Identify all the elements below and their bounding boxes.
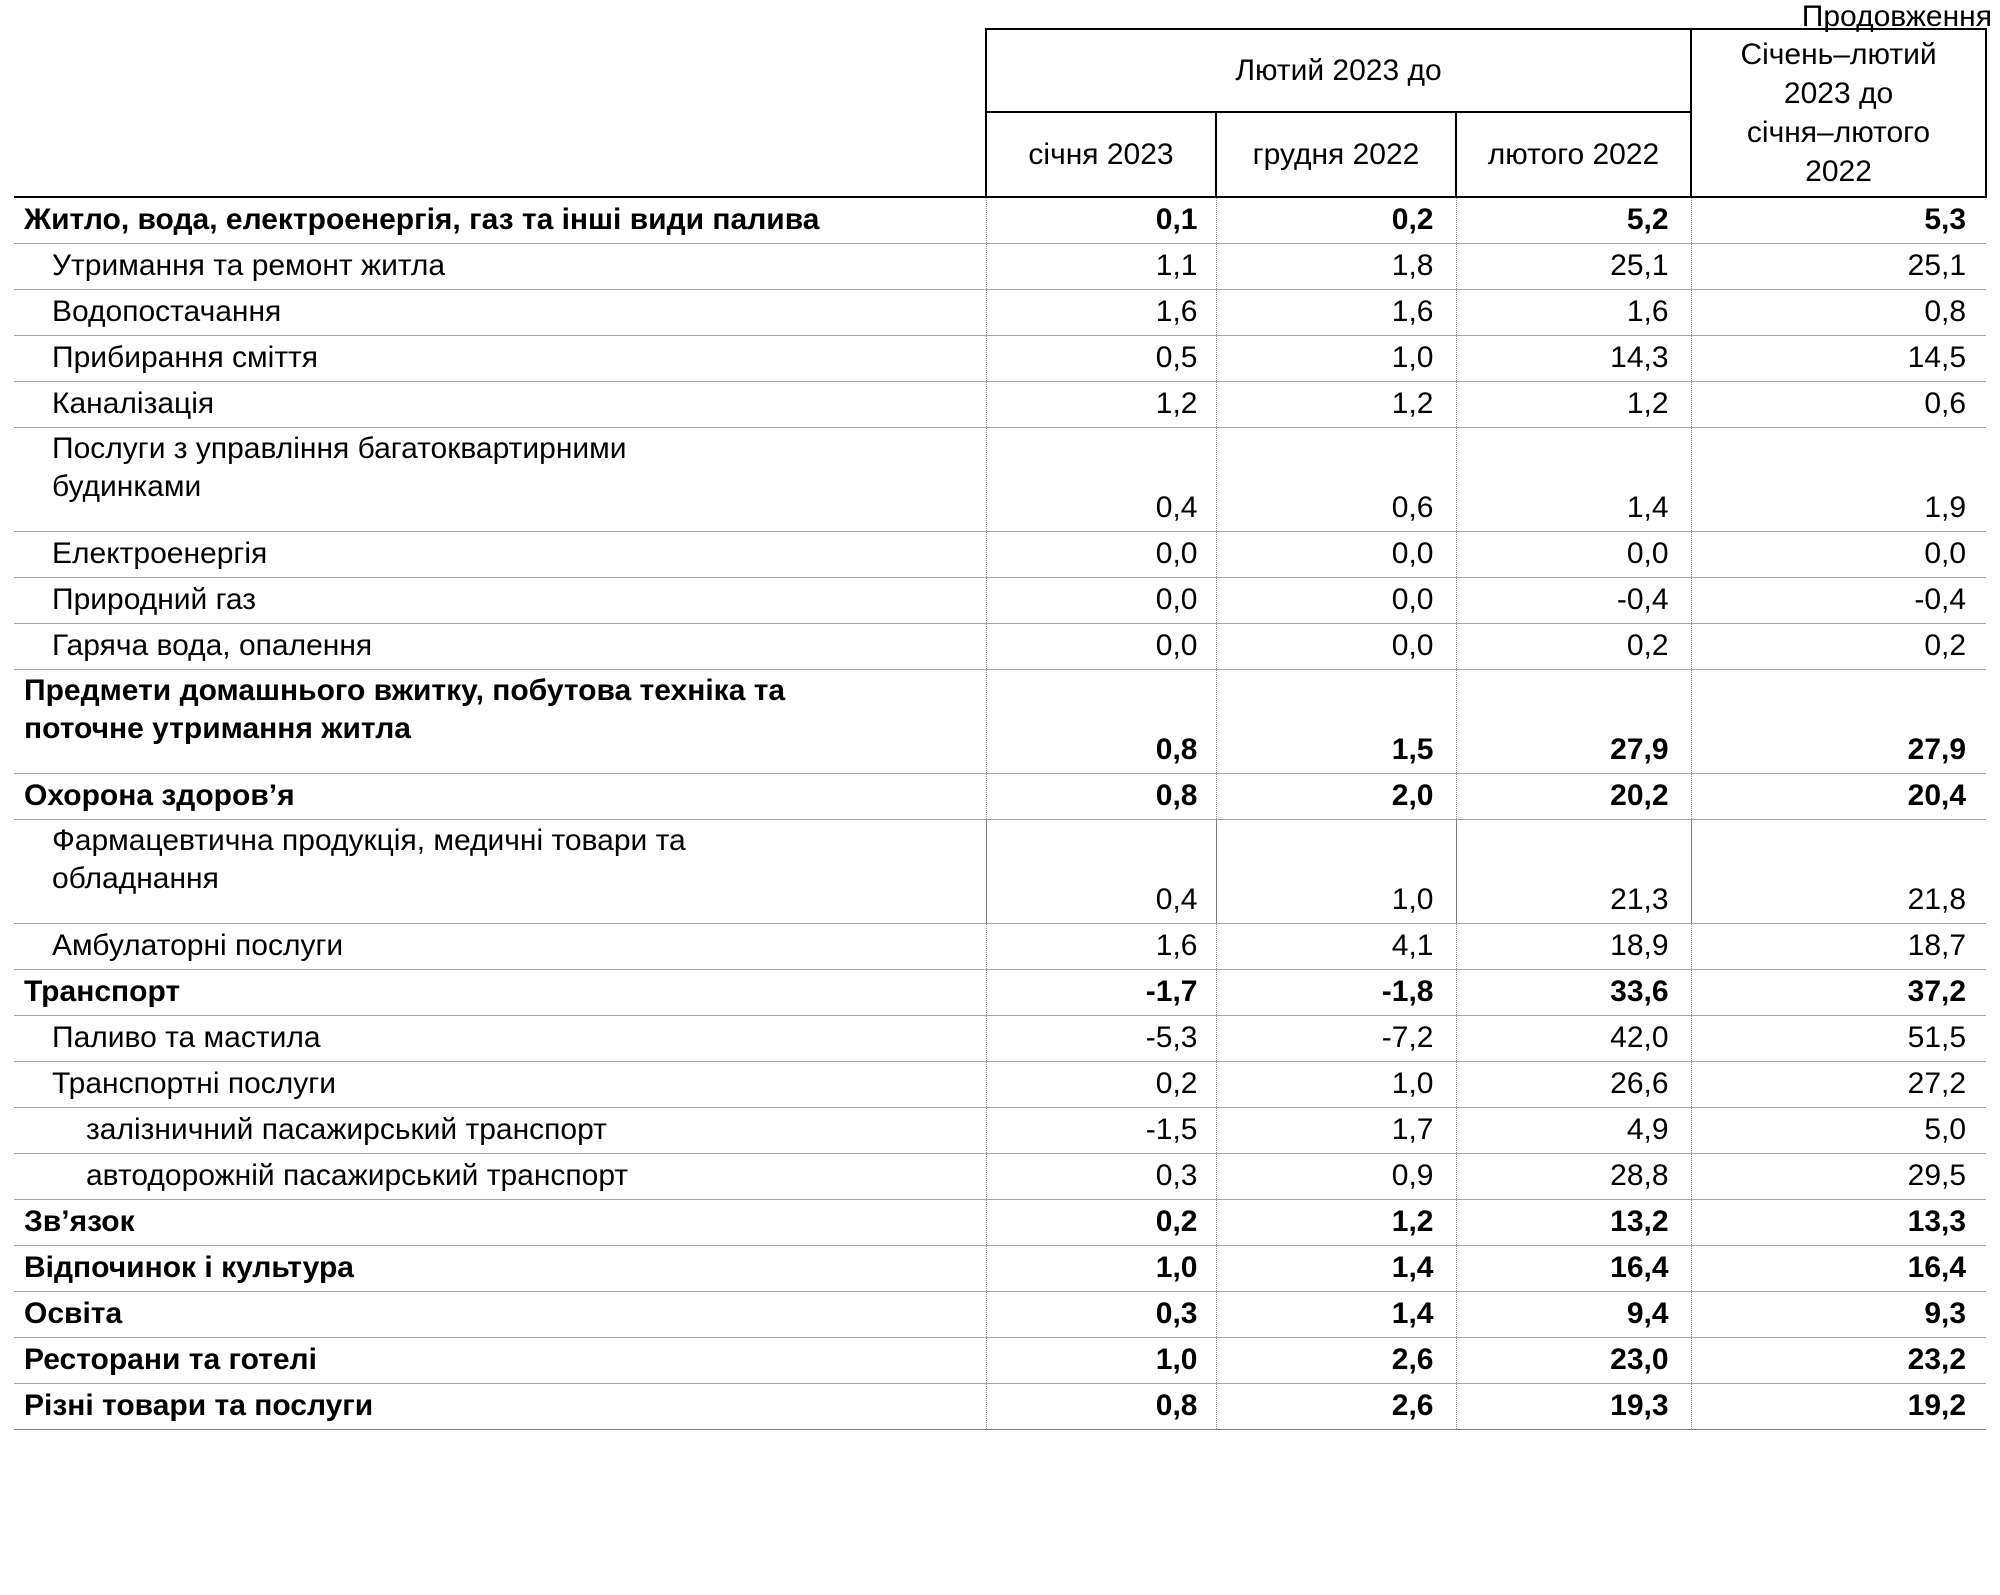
row-value-3: 13,2 — [1456, 1200, 1691, 1246]
row-value-2: 1,0 — [1216, 1062, 1456, 1108]
row-label-line: Зв’язок — [24, 1205, 135, 1238]
table-row — [14, 924, 1986, 970]
table-row — [14, 1016, 1986, 1062]
row-value-2: -7,2 — [1216, 1016, 1456, 1062]
row-label — [14, 382, 986, 428]
row-value-3: 27,9 — [1456, 670, 1691, 774]
table-body — [14, 197, 1986, 1430]
row-label — [14, 244, 986, 290]
row-value-1: 0,8 — [986, 1384, 1216, 1430]
row-label — [14, 532, 986, 578]
row-value-3: 42,0 — [1456, 1016, 1691, 1062]
row-value-2: 1,0 — [1216, 336, 1456, 382]
row-value-1: 1,6 — [986, 924, 1216, 970]
table-row — [14, 1246, 1986, 1292]
table-row — [14, 244, 1986, 290]
row-label-line: Послуги з управління багатоквартирними — [52, 432, 627, 465]
row-value-2: 1,7 — [1216, 1108, 1456, 1154]
row-value-2: 0,0 — [1216, 624, 1456, 670]
row-value-1: -1,7 — [986, 970, 1216, 1016]
row-label-line: Відпочинок і культура — [24, 1251, 354, 1284]
table-row — [14, 1154, 1986, 1200]
row-value-2: 1,4 — [1216, 1292, 1456, 1338]
table-row — [14, 1384, 1986, 1430]
row-label — [14, 197, 986, 244]
table-row — [14, 1200, 1986, 1246]
table-row — [14, 670, 1986, 774]
row-value-1: 0,2 — [986, 1200, 1216, 1246]
header-sub-feb2022: лютого 2022 — [1456, 112, 1691, 197]
row-value-3: 19,3 — [1456, 1384, 1691, 1430]
row-value-1: 0,8 — [986, 670, 1216, 774]
row-value-1: 0,5 — [986, 336, 1216, 382]
row-value-1: 0,4 — [986, 820, 1216, 924]
row-label — [14, 624, 986, 670]
row-label-line: поточне утримання житла — [24, 712, 411, 745]
row-value-4: 29,5 — [1691, 1154, 1986, 1200]
row-value-1: -5,3 — [986, 1016, 1216, 1062]
row-value-4: 0,2 — [1691, 624, 1986, 670]
row-value-1: 0,3 — [986, 1292, 1216, 1338]
row-value-2: 2,0 — [1216, 774, 1456, 820]
row-label-line: автодорожній пасажирський транспорт — [86, 1159, 629, 1192]
row-value-3: 14,3 — [1456, 336, 1691, 382]
row-label-line: обладнання — [52, 862, 219, 895]
row-value-1: 0,0 — [986, 578, 1216, 624]
row-label-line: залізничний пасажирський транспорт — [86, 1113, 607, 1146]
table-row — [14, 1292, 1986, 1338]
row-value-2: 0,0 — [1216, 578, 1456, 624]
header-corner-blank — [14, 29, 986, 197]
table-row — [14, 428, 1986, 532]
table-row — [14, 336, 1986, 382]
row-label-line: Транспорт — [24, 975, 181, 1008]
row-label-line: Предмети домашнього вжитку, побутова техніка та — [24, 674, 786, 707]
row-value-4: 18,7 — [1691, 924, 1986, 970]
row-value-4: 20,4 — [1691, 774, 1986, 820]
row-value-1: 1,6 — [986, 290, 1216, 336]
row-value-2: 1,5 — [1216, 670, 1456, 774]
row-value-2: 1,8 — [1216, 244, 1456, 290]
row-value-4: -0,4 — [1691, 578, 1986, 624]
row-value-3: 1,6 — [1456, 290, 1691, 336]
row-value-4: 19,2 — [1691, 1384, 1986, 1430]
row-value-4: 9,3 — [1691, 1292, 1986, 1338]
row-value-4: 13,3 — [1691, 1200, 1986, 1246]
row-label-line: Освіта — [24, 1297, 123, 1330]
row-value-4: 0,6 — [1691, 382, 1986, 428]
row-value-4: 0,0 — [1691, 532, 1986, 578]
row-label-line: Охорона здоров’я — [24, 779, 295, 812]
table-row — [14, 532, 1986, 578]
row-label — [14, 820, 986, 924]
row-value-2: 2,6 — [1216, 1384, 1456, 1430]
row-label — [14, 1016, 986, 1062]
row-label — [14, 1338, 986, 1384]
table-head — [14, 29, 1986, 197]
row-value-3: 0,2 — [1456, 624, 1691, 670]
row-value-1: 0,1 — [986, 197, 1216, 244]
row-value-2: 2,6 — [1216, 1338, 1456, 1384]
row-value-4: 23,2 — [1691, 1338, 1986, 1384]
row-label — [14, 970, 986, 1016]
row-value-1: 1,0 — [986, 1246, 1216, 1292]
row-label-line: Електроенергія — [52, 537, 268, 570]
table-row — [14, 1338, 1986, 1384]
header-janfeb-line-1: Січень–лютий — [1740, 38, 1937, 71]
row-label-line: Природний газ — [52, 583, 257, 616]
row-value-4: 27,2 — [1691, 1062, 1986, 1108]
row-value-4: 21,8 — [1691, 820, 1986, 924]
row-value-2: 4,1 — [1216, 924, 1456, 970]
row-label — [14, 1108, 986, 1154]
row-label — [14, 924, 986, 970]
table-row — [14, 970, 1986, 1016]
row-value-3: 1,2 — [1456, 382, 1691, 428]
header-janfeb-line-3: січня–лютого — [1746, 116, 1931, 149]
table-row — [14, 382, 1986, 428]
row-value-2: 1,2 — [1216, 382, 1456, 428]
row-value-1: -1,5 — [986, 1108, 1216, 1154]
header-row-group — [14, 29, 1986, 112]
row-value-2: 0,6 — [1216, 428, 1456, 532]
header-janfeb2023 — [1691, 29, 1986, 197]
row-value-2: 0,9 — [1216, 1154, 1456, 1200]
row-value-3: 18,9 — [1456, 924, 1691, 970]
row-value-2: -1,8 — [1216, 970, 1456, 1016]
row-label — [14, 1062, 986, 1108]
row-value-4: 16,4 — [1691, 1246, 1986, 1292]
row-label — [14, 1384, 986, 1430]
row-label — [14, 1154, 986, 1200]
table-row — [14, 774, 1986, 820]
row-value-3: 20,2 — [1456, 774, 1691, 820]
row-label — [14, 336, 986, 382]
table-row — [14, 1062, 1986, 1108]
header-sub-dec2022: грудня 2022 — [1216, 112, 1456, 197]
row-label-line: Фармацевтична продукція, медичні товари та — [52, 824, 686, 857]
row-value-4: 51,5 — [1691, 1016, 1986, 1062]
table-row — [14, 624, 1986, 670]
row-value-1: 0,8 — [986, 774, 1216, 820]
row-value-4: 25,1 — [1691, 244, 1986, 290]
row-value-1: 0,4 — [986, 428, 1216, 532]
row-label-line: Утримання та ремонт житла — [52, 249, 446, 282]
row-label — [14, 774, 986, 820]
row-value-3: 16,4 — [1456, 1246, 1691, 1292]
row-value-1: 0,0 — [986, 532, 1216, 578]
row-value-4: 37,2 — [1691, 970, 1986, 1016]
row-label-line: Ресторани та готелі — [24, 1343, 317, 1376]
row-value-1: 1,2 — [986, 382, 1216, 428]
row-label-line: Водопостачання — [52, 295, 282, 328]
row-value-2: 1,6 — [1216, 290, 1456, 336]
row-label — [14, 1246, 986, 1292]
row-value-3: 23,0 — [1456, 1338, 1691, 1384]
row-value-2: 1,2 — [1216, 1200, 1456, 1246]
row-value-3: 5,2 — [1456, 197, 1691, 244]
row-value-3: 0,0 — [1456, 532, 1691, 578]
row-value-4: 1,9 — [1691, 428, 1986, 532]
row-value-1: 0,2 — [986, 1062, 1216, 1108]
table-row — [14, 197, 1986, 244]
row-label — [14, 1200, 986, 1246]
row-label-line: Паливо та мастила — [52, 1021, 321, 1054]
row-label-line: Амбулаторні послуги — [52, 929, 344, 962]
table-row — [14, 578, 1986, 624]
row-label-line: Гаряча вода, опалення — [52, 629, 373, 662]
cpi-table — [14, 28, 1987, 1430]
row-value-4: 5,0 — [1691, 1108, 1986, 1154]
row-label-line: Каналізація — [52, 387, 215, 420]
row-label — [14, 578, 986, 624]
row-value-1: 0,0 — [986, 624, 1216, 670]
header-sub-jan2023: січня 2023 — [986, 112, 1216, 197]
row-value-3: 33,6 — [1456, 970, 1691, 1016]
row-value-4: 0,8 — [1691, 290, 1986, 336]
table-row — [14, 820, 1986, 924]
table-row — [14, 1108, 1986, 1154]
row-value-2: 1,4 — [1216, 1246, 1456, 1292]
row-label-line: будинками — [52, 470, 202, 503]
table-row — [14, 290, 1986, 336]
row-value-1: 1,1 — [986, 244, 1216, 290]
row-label — [14, 1292, 986, 1338]
row-value-3: 9,4 — [1456, 1292, 1691, 1338]
row-value-3: 1,4 — [1456, 428, 1691, 532]
row-label — [14, 670, 986, 774]
row-value-1: 0,3 — [986, 1154, 1216, 1200]
header-janfeb-line-2: 2023 до — [1783, 77, 1894, 110]
row-label-line: Житло, вода, електроенергія, газ та інші види палива — [24, 203, 820, 236]
row-value-3: 4,9 — [1456, 1108, 1691, 1154]
row-value-2: 0,0 — [1216, 532, 1456, 578]
row-label — [14, 290, 986, 336]
row-value-1: 1,0 — [986, 1338, 1216, 1384]
row-value-2: 1,0 — [1216, 820, 1456, 924]
header-group-feb2023: Лютий 2023 до — [986, 29, 1691, 112]
row-value-4: 27,9 — [1691, 670, 1986, 774]
continuation-caption: Продовження — [1801, 0, 1992, 33]
row-value-4: 14,5 — [1691, 336, 1986, 382]
header-janfeb-line-4: 2022 — [1805, 155, 1872, 188]
row-label-line: Транспортні послуги — [52, 1067, 336, 1100]
row-value-3: 25,1 — [1456, 244, 1691, 290]
row-value-4: 5,3 — [1691, 197, 1986, 244]
row-value-3: 26,6 — [1456, 1062, 1691, 1108]
row-value-3: 21,3 — [1456, 820, 1691, 924]
row-value-2: 0,2 — [1216, 197, 1456, 244]
row-value-3: -0,4 — [1456, 578, 1691, 624]
row-label — [14, 428, 986, 532]
row-label-line: Різні товари та послуги — [24, 1389, 374, 1422]
row-label-line: Прибирання смiття — [52, 341, 319, 374]
row-value-3: 28,8 — [1456, 1154, 1691, 1200]
